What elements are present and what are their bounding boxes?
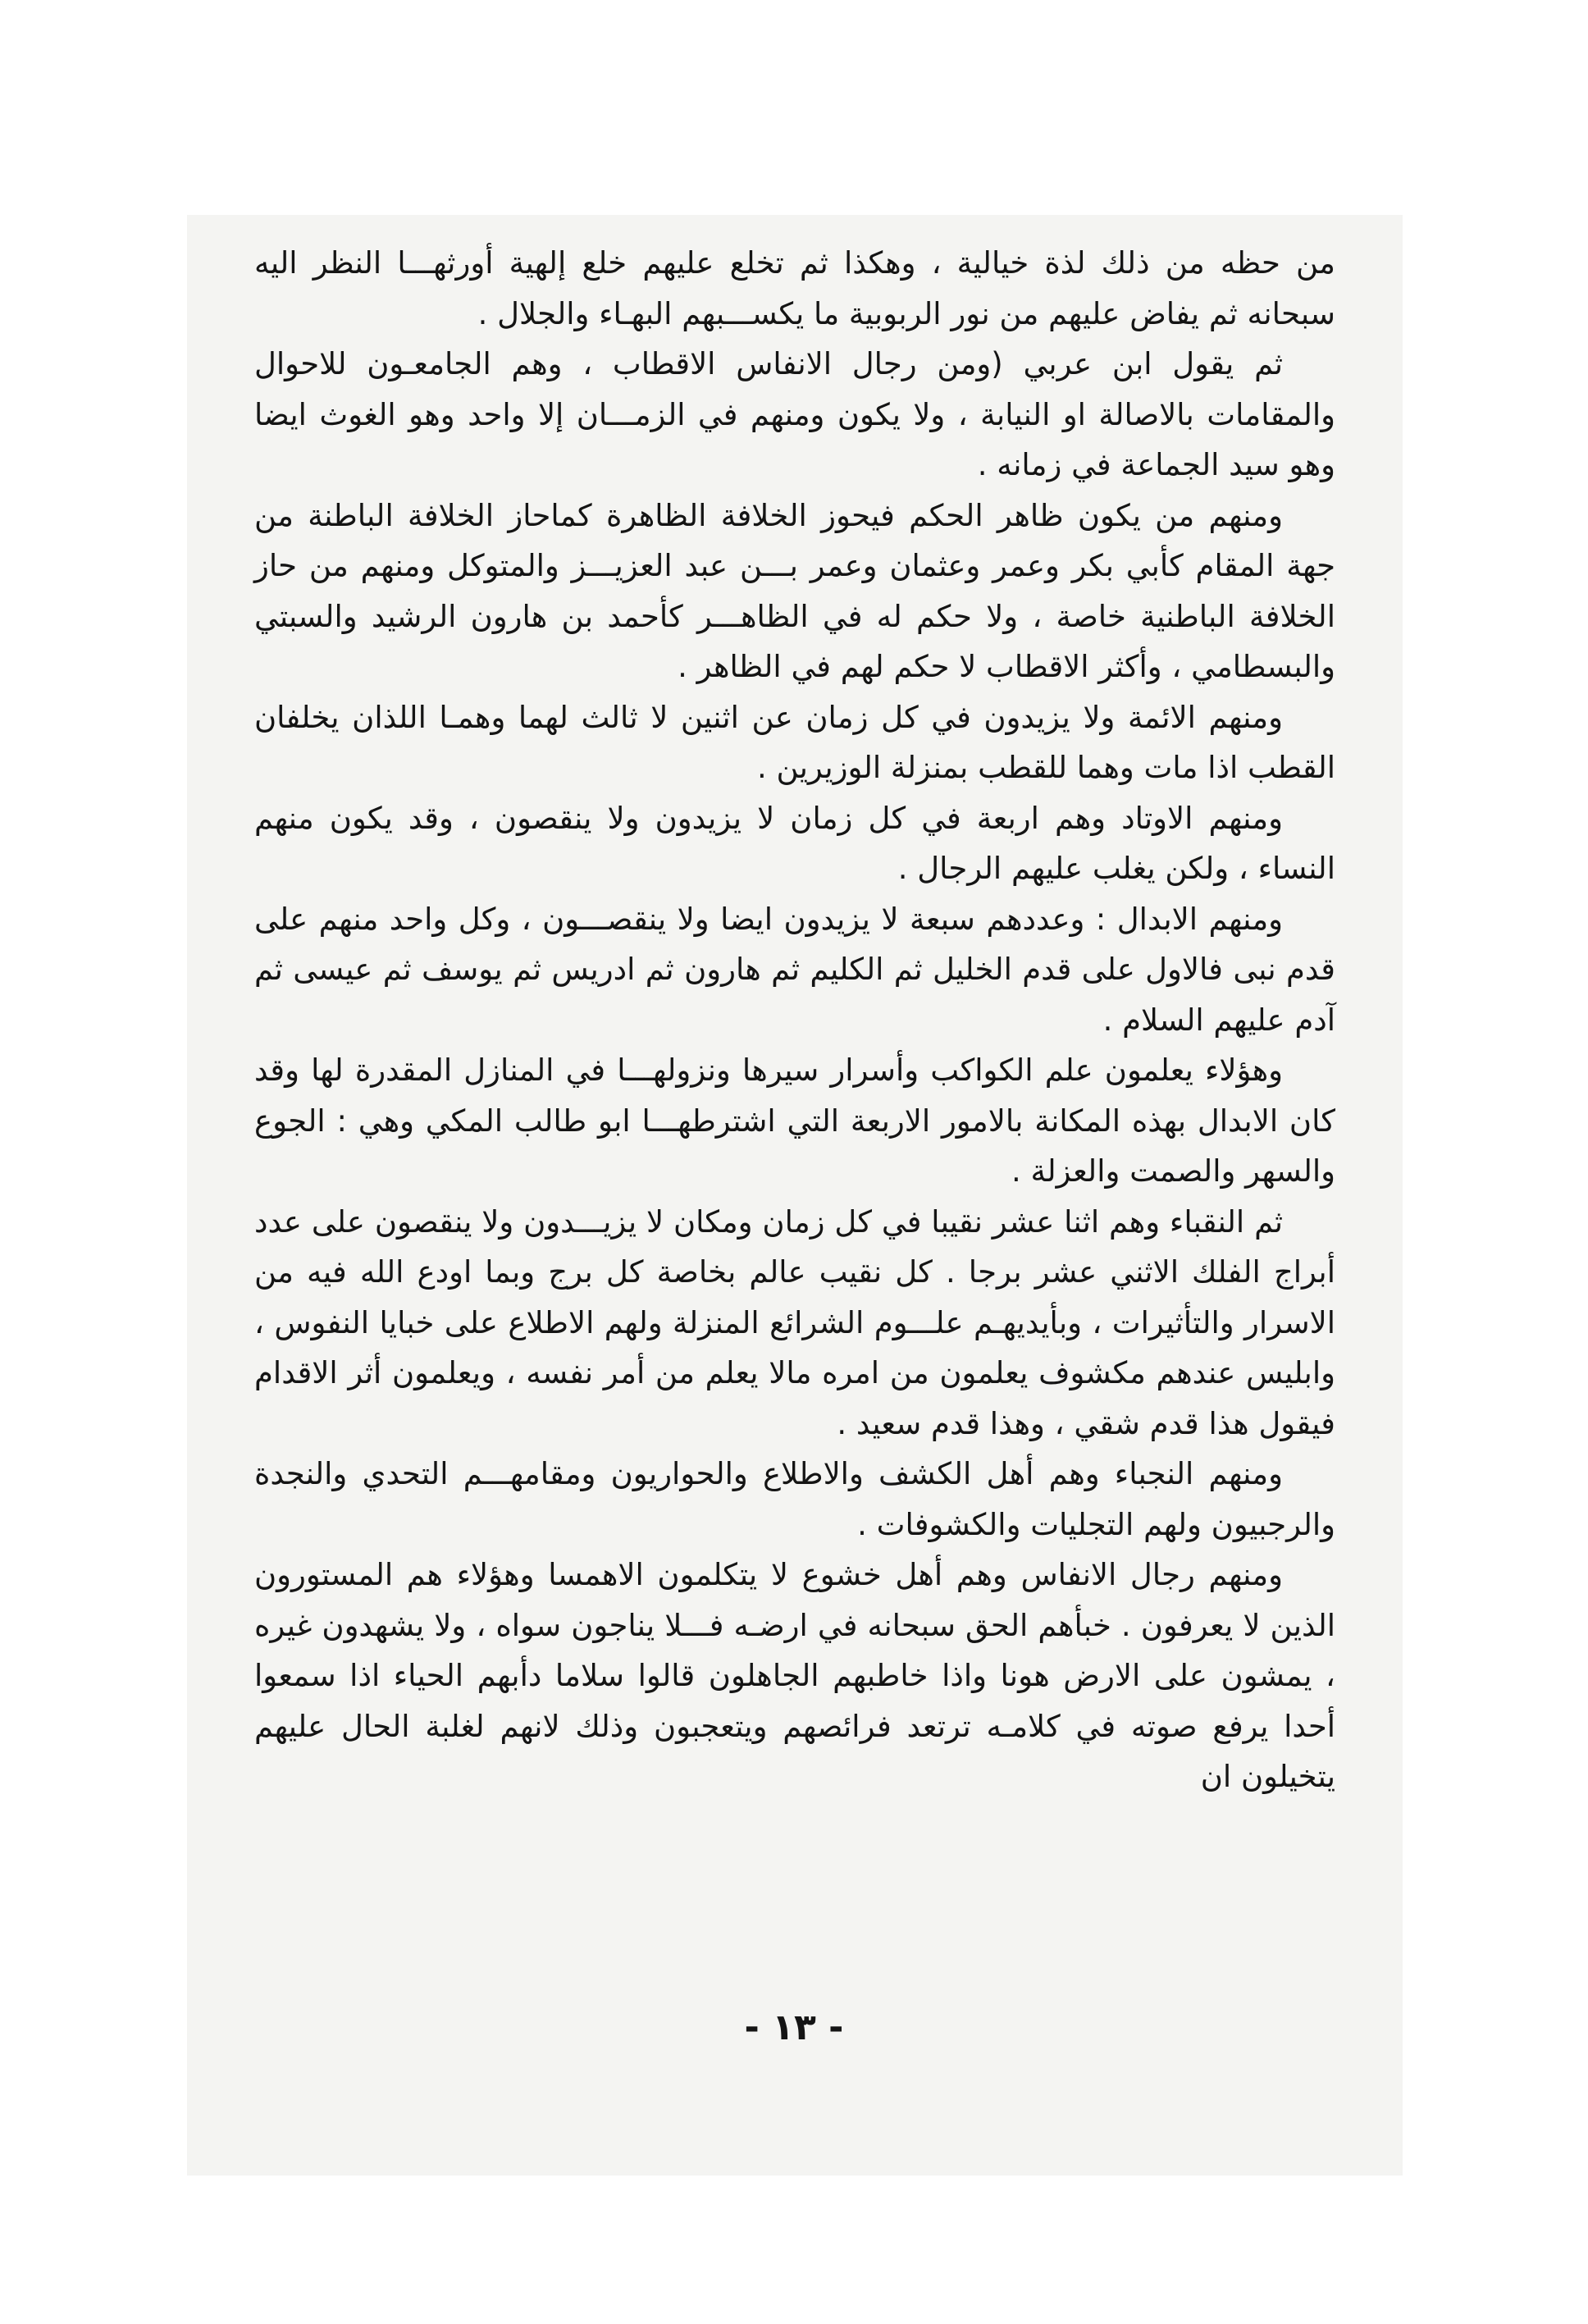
body-text bbox=[254, 238, 1335, 1802]
paragraph-5: ومنهم الاوتاد وهم اربعة في كل زمان لا يزيدون ولا ينقصون ، وقد يكون منهم النساء ، ولكن يغلب عليهم الرجال . bbox=[254, 800, 1335, 886]
paragraph-9: ومنهم النجباء وهم أهل الكشف والاطلاع والحواريون ومقامهـــم التحدي والنجدة والرجبيون ولهم التجليات والكشوفات . bbox=[254, 1456, 1335, 1542]
paragraph-8: ثم النقباء وهم اثنا عشر نقيبا في كل زمان ومكان لا يزيـــدون ولا ينقصون على عدد أبراج الفلك الاثني عشر برجا . كل نقيب عالم بخاصة كل برج وبما اودع الله فيه من الاسرار والتأثيرات ، وبأيديهـم علـــوم الشرائع المنزلة ولهم الاطلاع على خبايا النفوس ، وابليس عندهم مكشوف يعلمون من امره مالا يعلم من أمر نفسه ، ويعلمون أثر الاقدام فيقول هذا قدم شقي ، وهذا قدم سعيد . bbox=[254, 1203, 1335, 1441]
paragraph-4: ومنهم الائمة ولا يزيدون في كل زمان عن اثنين لا ثالث لهما وهمـا اللذان يخلفان القطب اذا مات وهما للقطب بمنزلة الوزيرين . bbox=[254, 699, 1335, 785]
paragraph-7: وهؤلاء يعلمون علم الكواكب وأسرار سيرها ونزولهـــا في المنازل المقدرة لها وقد كان الابدال بهذه المكانة بالامور الاربعة التي اشترطهـــا ابو طالب المكي وهي : الجوع والسهر والصمت والعزلة . bbox=[254, 1052, 1335, 1189]
page-number: - ١٣ - bbox=[744, 2007, 844, 2048]
paragraph-3: ومنهم من يكون ظاهر الحكم فيحوز الخلافة الظاهرة كماحاز الخلافة الباطنة من جهة المقام كأبي بكر وعمر وعثمان وعمر بـــن عبد العزيـــز والمتوكل ومنهم من حاز الخلافة الباطنية خاصة ، ولا حكم له في الظاهـــر كأحمد بن هارون الرشيد والسبتي والبسطامي ، وأكثر الاقطاب لا حكم لهم في الظاهر . bbox=[254, 497, 1335, 684]
paragraph-1: من حظه من ذلك لذة خيالية ، وهكذا ثم تخلع عليهم خلع إلهية أورثهـــا النظر اليه سبحانه ثم يفاض عليهم من نور الربوبية ما يكســـبهم البهـاء والجلال . bbox=[254, 245, 1335, 331]
paragraph-6: ومنهم الابدال : وعددهم سبعة لا يزيدون ايضا ولا ينقصـــون ، وكل واحد منهم على قدم نبى فالاول على قدم الخليل ثم الكليم ثم هارون ثم ادريس ثم يوسف ثم عيسى ثم آدم عليهم السلام . bbox=[254, 901, 1335, 1038]
paragraph-2: ثم يقول ابن عربي (ومن رجال الانفاس الاقطاب ، وهم الجامعـون للاحوال والمقامات بالاصالة او النيابة ، ولا يكون ومنهم في الزمـــان إلا واحد وهو الغوث ايضا وهو سيد الجماعة في زمانه . bbox=[254, 346, 1335, 482]
paragraph-10: ومنهم رجال الانفاس وهم أهل خشوع لا يتكلمون الاهمسا وهؤلاء هم المستورون الذين لا يعرفون . خبأهم الحق سبحانه في ارضـه فـــلا يناجون سواه ، ولا يشهدون غيره ، يمشون على الارض هونا واذا خاطبهم الجاهلون قالوا سلاما دأبهم الحياء اذا سمعوا أحدا يرفع صوته في كلامـه ترتعد فرائصهم ويتعجبون وذلك لانهم لغلبة الحال عليهم يتخيلون ان bbox=[254, 1557, 1335, 1794]
